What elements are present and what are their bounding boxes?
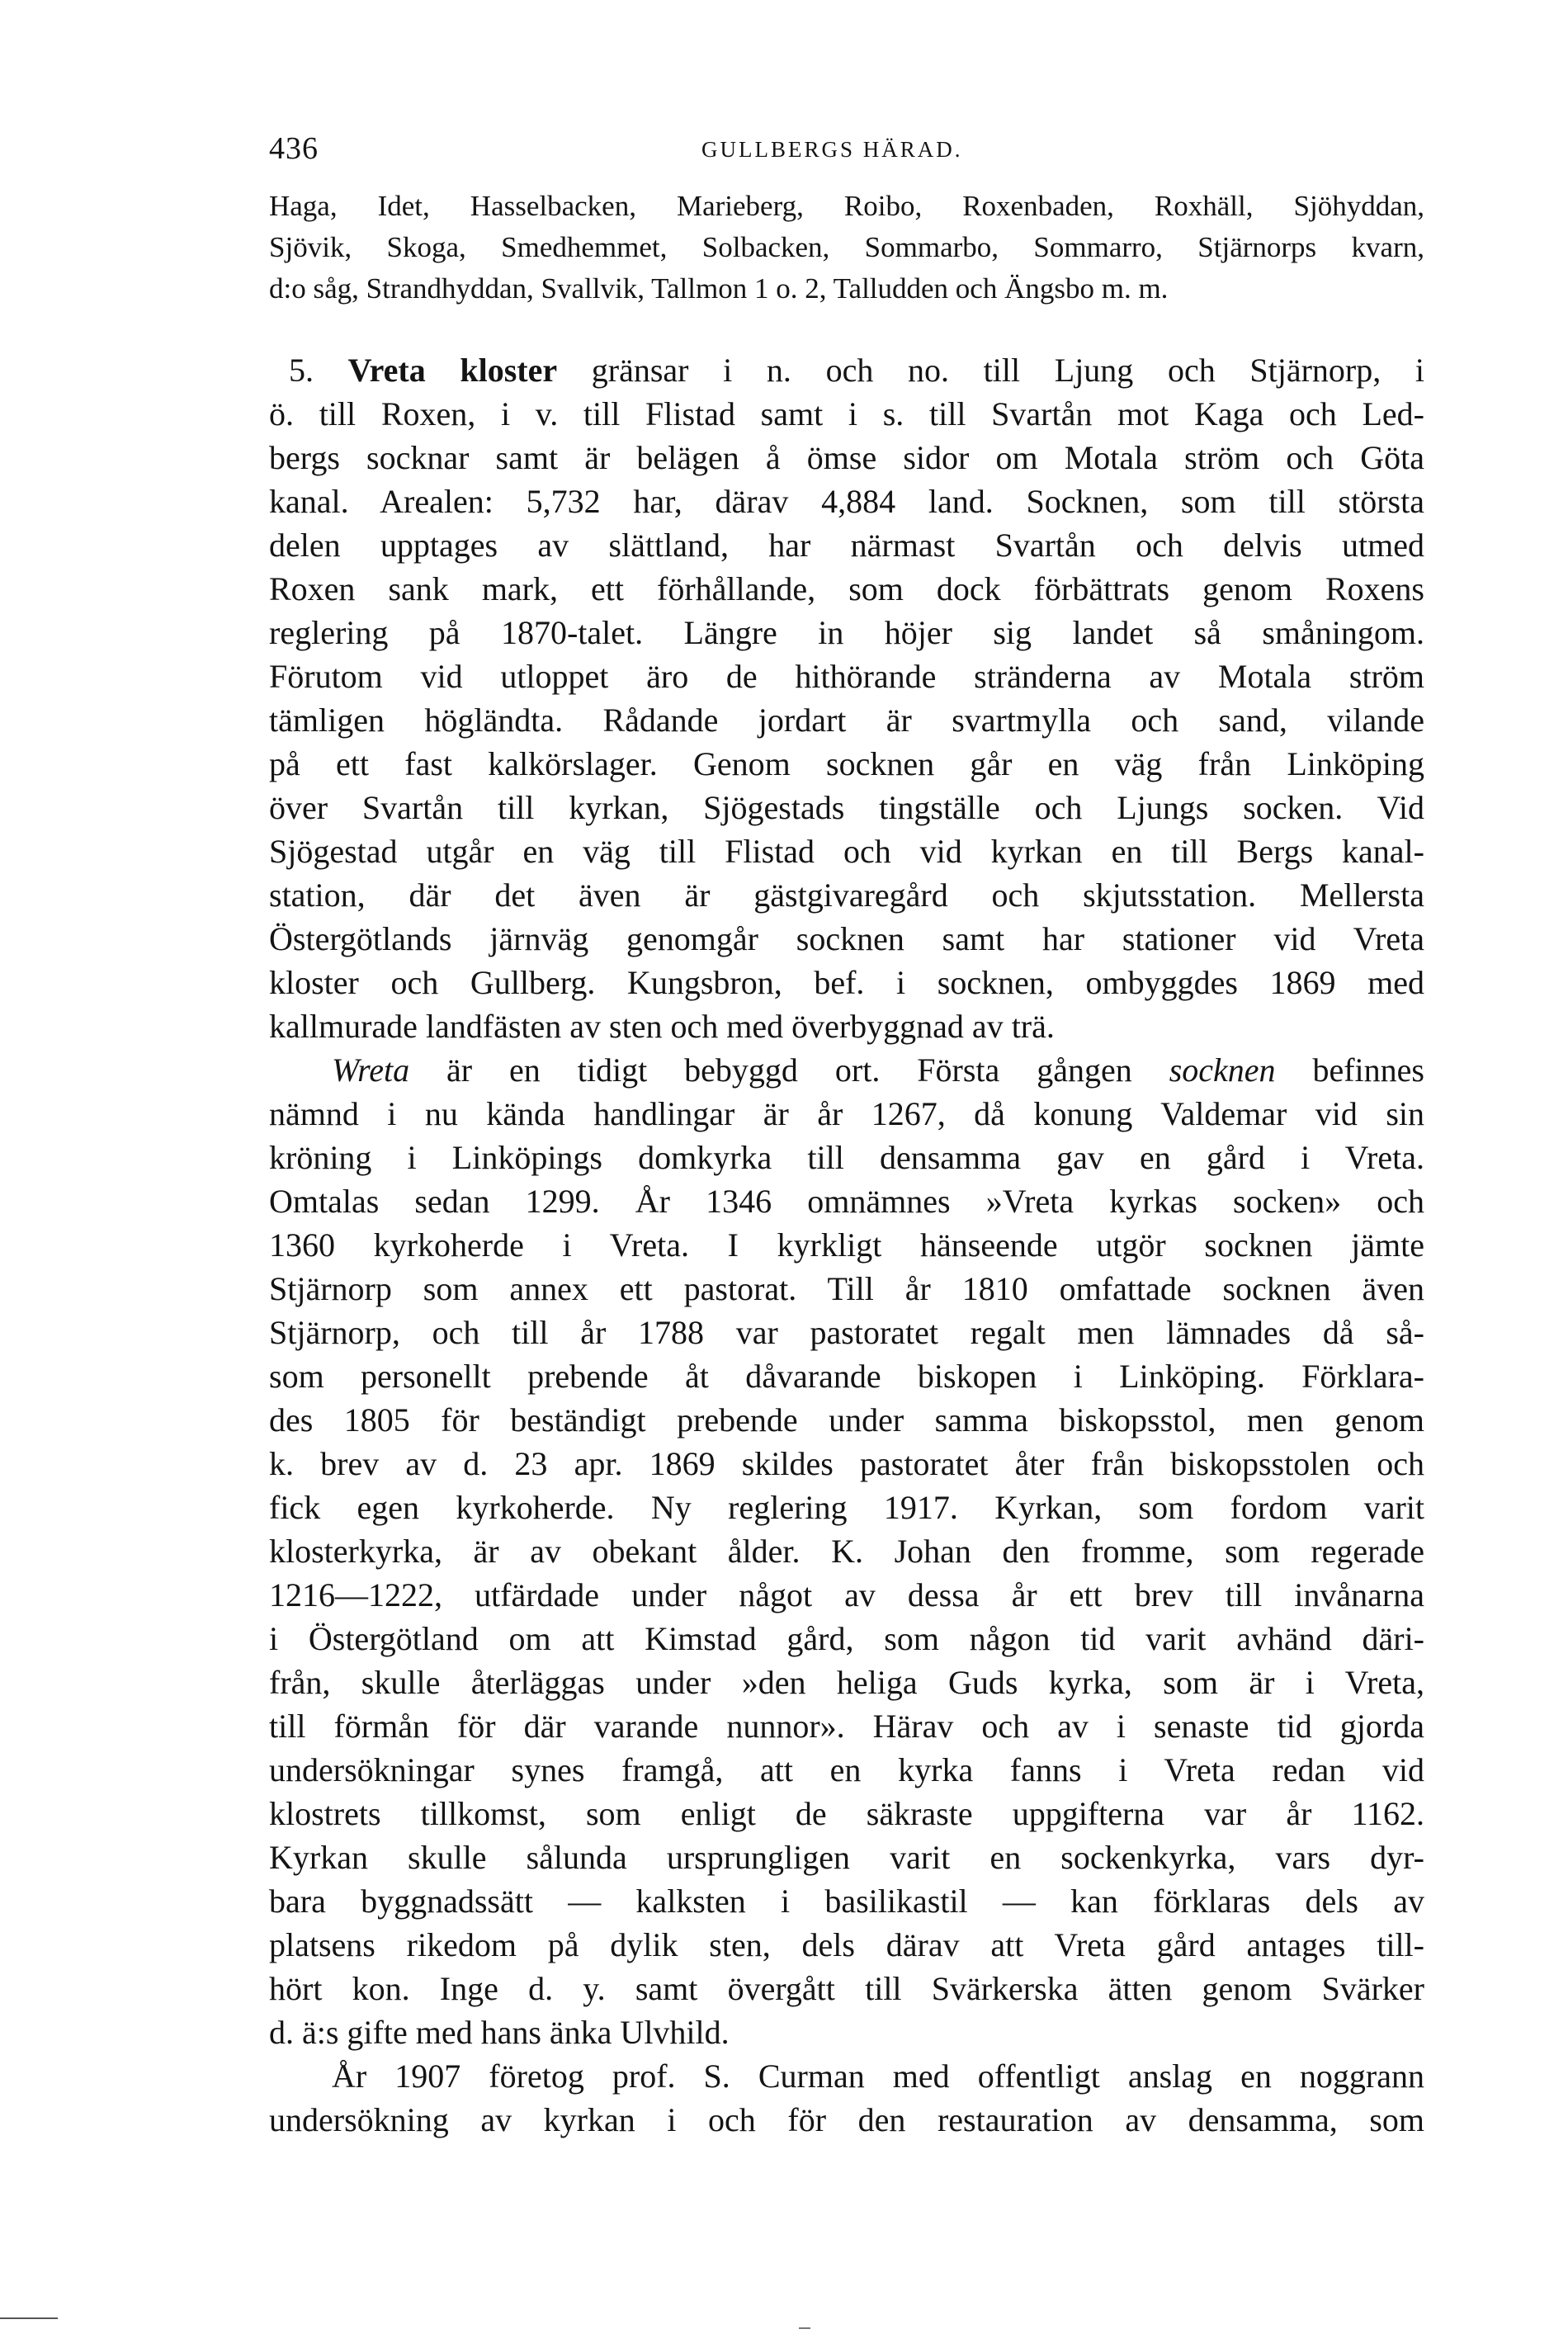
paragraph-line: kröning i Linköpings domkyrka till densamma gav en gård i Vreta. <box>269 1139 1424 1176</box>
text-run: befinnes <box>1275 1051 1424 1089</box>
paragraph-line: bara byggnadssätt — kalksten i basilikastil — kan förklaras dels av <box>269 1883 1424 1920</box>
intro-line: Haga, Idet, Hasselbacken, Marieberg, Roibo, Roxenbaden, Roxhäll, Sjöhyddan, <box>269 190 1424 222</box>
paragraph-line: delen upptages av slättland, har närmast Svartån och delvis utmed <box>269 527 1424 564</box>
paragraph-line: klosterkyrka, är av obekant ålder. K. Johan den fromme, som regerade <box>269 1533 1424 1570</box>
paragraph-line: klostrets tillkomst, som enligt de säkraste uppgifterna var år 1162. <box>269 1795 1424 1832</box>
paragraph-line: k. brev av d. 23 apr. 1869 skildes pastoratet åter från biskopsstolen och <box>269 1445 1424 1482</box>
footer-rule <box>0 2317 58 2319</box>
section-first-rest: gränsar i n. och no. till Ljung och Stjärnorp, i <box>591 352 1425 389</box>
paragraph-line: ö. till Roxen, i v. till Flistad samt i s. till Svartån mot Kaga och Led- <box>269 395 1424 432</box>
emphasis-word: socknen <box>1169 1051 1276 1089</box>
paragraph-line: till förmån för där varande nunnor». Härav och av i senaste tid gjorda <box>269 1708 1424 1745</box>
paragraph-line: station, där det även är gästgivaregård och skjutsstation. Mellersta <box>269 876 1424 914</box>
paragraph-line: platsens rikedom på dylik sten, dels därav att Vreta gård antages till- <box>269 1926 1424 1963</box>
section-name: Vreta kloster <box>347 352 558 389</box>
paragraph-line: Förutom vid utloppet äro de hithörande stränderna av Motala ström <box>269 658 1424 695</box>
paragraph-line: fick egen kyrkoherde. Ny reglering 1917. Kyrkan, som fordom varit <box>269 1489 1424 1526</box>
paragraph-line: i Östergötland om att Kimstad gård, som någon tid varit avhänd däri- <box>269 1620 1424 1657</box>
paragraph-line: kanal. Arealen: 5,732 har, därav 4,884 land. Socknen, som till största <box>269 483 1424 520</box>
paragraph-line: undersökning av kyrkan i och för den restauration av densamma, som <box>269 2101 1424 2138</box>
paragraph-line: d. ä:s gifte med hans änka Ulvhild. <box>269 2014 730 2051</box>
paragraph-line: bergs socknar samt är belägen å ömse sidor om Motala ström och Göta <box>269 439 1424 476</box>
paragraph-line: des 1805 för beständigt prebende under samma biskopsstol, men genom <box>269 1401 1424 1439</box>
footer-mark <box>799 2327 810 2329</box>
paragraph-line: Östergötlands järnväg genomgår socknen samt har stationer vid Vreta <box>269 920 1424 957</box>
paragraph-line: Roxen sank mark, ett förhållande, som dock förbättrats genom Roxens <box>269 570 1424 607</box>
paragraph-line: 1216—1222, utfärdade under något av dessa år ett brev till invånarna <box>269 1576 1424 1613</box>
paragraph-line: Stjärnorp som annex ett pastorat. Till år 1810 omfattade socknen även <box>269 1270 1424 1307</box>
paragraph-line: nämnd i nu kända handlingar är år 1267, då konung Valdemar vid sin <box>269 1095 1424 1132</box>
text-run: är en tidigt bebyggd ort. Första gången <box>409 1051 1169 1089</box>
paragraph-line: på ett fast kalkörslager. Genom socknen går en väg från Linköping <box>269 745 1424 782</box>
paragraph-line: kloster och Gullberg. Kungsbron, bef. i socknen, ombyggdes 1869 med <box>269 964 1424 1001</box>
paragraph-line: tämligen högländta. Rådande jordart är svartmylla och sand, vilande <box>269 702 1424 739</box>
paragraph-line: över Svartån till kyrkan, Sjögestads tingställe och Ljungs socken. Vid <box>269 789 1424 826</box>
paragraph-line: Omtalas sedan 1299. År 1346 omnämnes »Vreta kyrkas socken» och <box>269 1183 1424 1220</box>
paragraph-line: som personellt prebende åt dåvarande biskopen i Linköping. Förklara- <box>269 1358 1424 1395</box>
paragraph-line: kallmurade landfästen av sten och med överbyggnad av trä. <box>269 1008 1055 1045</box>
paragraph-line: Sjögestad utgår en väg till Flistad och vid kyrkan en till Bergs kanal- <box>269 833 1424 870</box>
page-number: 436 <box>269 131 319 166</box>
paragraph-line: Stjärnorp, och till år 1788 var pastoratet regalt men lämnades då så- <box>269 1314 1424 1351</box>
paragraph-line: reglering på 1870-talet. Längre in höjer sig landet så småningom. <box>269 614 1424 651</box>
paragraph-first-line: År 1907 företog prof. S. Curman med offentligt anslag en noggrann <box>332 2057 1424 2095</box>
page-header <box>269 130 1424 172</box>
section-number: 5. <box>289 352 314 389</box>
paragraph-line: 1360 kyrkoherde i Vreta. I kyrkligt hänseende utgör socknen jämte <box>269 1226 1424 1264</box>
paragraph-line: undersökningar synes framgå, att en kyrka fanns i Vreta redan vid <box>269 1751 1424 1788</box>
section-first-line <box>289 351 1424 390</box>
intro-line: Sjövik, Skoga, Smedhemmet, Solbacken, Sommarbo, Sommarro, Stjärnorps kvarn, <box>269 231 1424 263</box>
paragraph-line: från, skulle återläggas under »den heliga Guds kyrka, som är i Vreta, <box>269 1664 1424 1701</box>
intro-line: d:o såg, Strandhyddan, Svallvik, Tallmon 1 o. 2, Talludden och Ängsbo m. m. <box>269 272 1169 305</box>
emphasis-word: Wreta <box>332 1051 410 1089</box>
paragraph-line: hört kon. Inge d. y. samt övergått till Svärkerska ätten genom Svärker <box>269 1970 1424 2007</box>
paragraph-line: Kyrkan skulle sålunda ursprungligen varit en sockenkyrka, vars dyr- <box>269 1839 1424 1876</box>
running-head: GULLBERGS HÄRAD. <box>701 137 963 162</box>
paragraph-first-line <box>332 1051 1424 1089</box>
